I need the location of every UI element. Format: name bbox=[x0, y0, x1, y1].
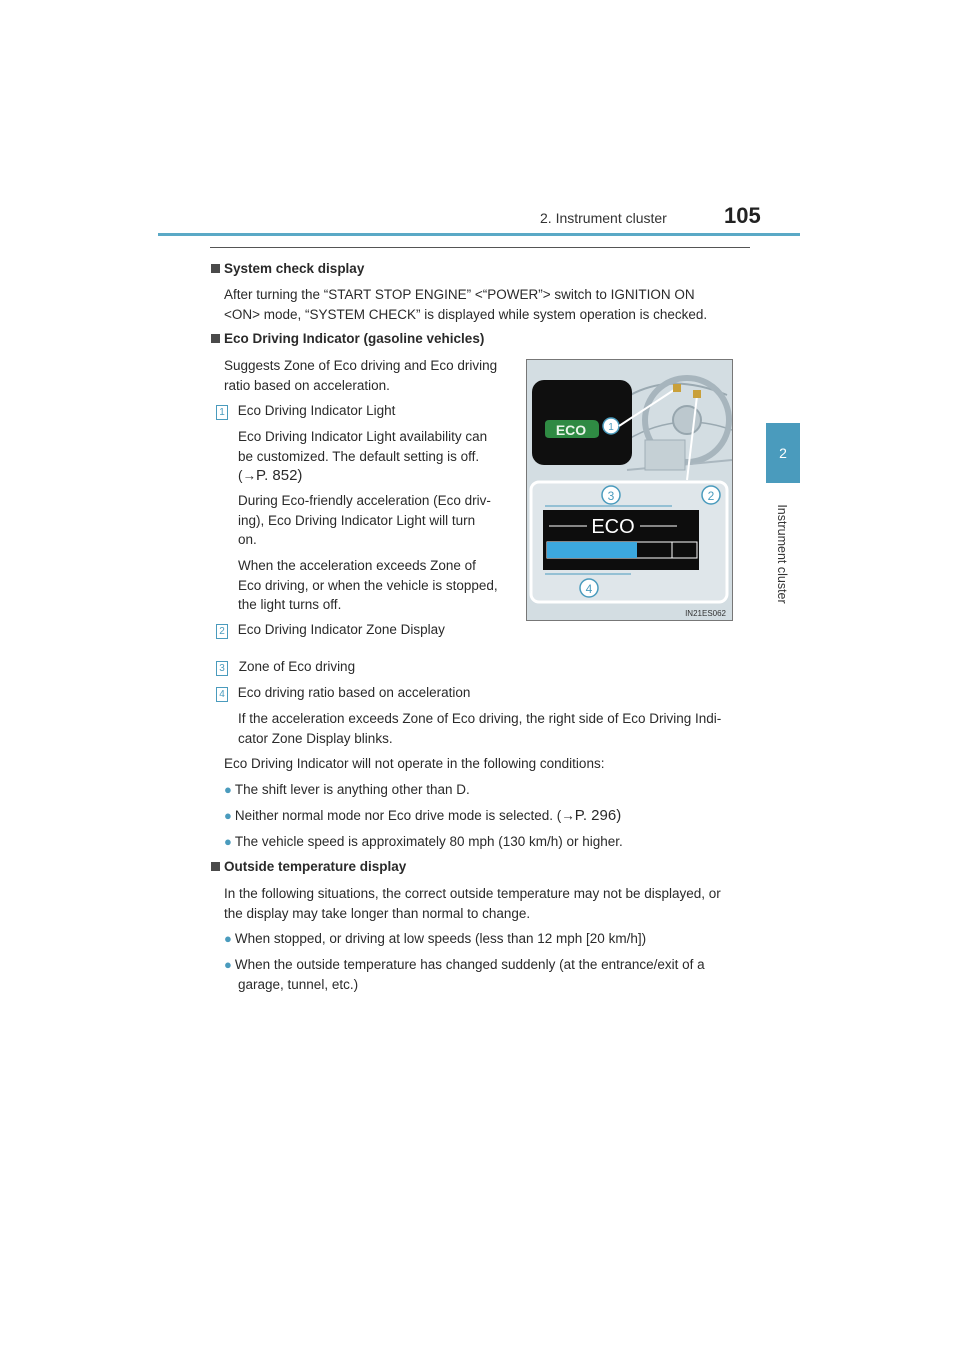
bullet-dot-icon: ● bbox=[224, 808, 232, 823]
bullet-dot-icon: ● bbox=[224, 782, 232, 797]
outside-temp-bullet: ● When stopped, or driving at low speeds (less than 12 mph [20 km/h]) bbox=[224, 931, 647, 946]
header-divider bbox=[158, 233, 800, 236]
eco-light-text: ECO bbox=[555, 422, 587, 438]
eco-item-1: 1 Eco Driving Indicator Light bbox=[216, 401, 395, 421]
outside-temp-text: In the following situations, the correct outside temperature may not be displayed, or the display may take longer than normal to change. bbox=[224, 886, 721, 921]
eco-condition-item: ● Neither normal mode nor Eco drive mode is selected. (→P. 296) bbox=[224, 807, 622, 824]
eco-condition-item: ● The vehicle speed is approximately 80 mph (130 km/h) or higher. bbox=[224, 834, 623, 849]
bullet-dot-icon: ● bbox=[224, 931, 232, 946]
ratio-bar-fill bbox=[547, 542, 637, 558]
eco-light-para-3: When the acceleration exceeds Zone of Eco driving, or when the vehicle is stopped, the light turns off. bbox=[238, 558, 498, 612]
system-check-text: After turning the “START STOP ENGINE” <“POWER”> switch to IGNITION ON <ON> mode, “SYSTEM CHECK” is displayed while system operation is checked. bbox=[224, 287, 708, 322]
callout-number-3: 3 bbox=[216, 661, 228, 676]
eco-intro-text: Suggests Zone of Eco driving and Eco driving ratio based on acceleration. bbox=[224, 358, 498, 393]
eco-light-para-1: Eco Driving Indicator Light availability can be customized. The default setting is off. (→P. 852) bbox=[238, 429, 488, 484]
chapter-side-label bbox=[762, 494, 802, 614]
square-bullet-icon bbox=[211, 264, 220, 273]
callout-4-text: 4 bbox=[585, 582, 593, 596]
eco-item-4: 4 Eco driving ratio based on acceleration bbox=[216, 683, 470, 703]
callout-1-text: 1 bbox=[608, 422, 614, 433]
figure-code: IN21ES062 bbox=[685, 609, 726, 618]
zone-eco-text: ECO bbox=[591, 516, 635, 538]
indicator-marker bbox=[673, 384, 681, 392]
callout-2-text: 2 bbox=[707, 489, 715, 503]
callout-number-4: 4 bbox=[216, 687, 228, 702]
eco-indicator-heading: Eco Driving Indicator (gasoline vehicles) bbox=[211, 331, 484, 346]
header-section-title: 2. Instrument cluster bbox=[540, 210, 667, 226]
arrow-icon: → bbox=[561, 808, 575, 823]
outside-temp-bullet: ● When the outside temperature has changed suddenly (at the entrance/exit of a garage, tunnel, etc.) bbox=[224, 957, 705, 992]
eco-conditions-intro: Eco Driving Indicator will not operate in the following conditions: bbox=[224, 756, 605, 771]
eco-indicator-figure bbox=[526, 359, 733, 621]
square-bullet-icon bbox=[211, 334, 220, 343]
chapter-side-label-text: Instrument cluster bbox=[775, 504, 789, 604]
bullet-dot-icon: ● bbox=[224, 834, 232, 849]
eco-item-3: 3 Zone of Eco driving bbox=[216, 657, 355, 677]
content-top-rule bbox=[210, 247, 750, 248]
chapter-tab: 2 bbox=[766, 423, 800, 483]
system-check-heading: System check display bbox=[211, 261, 364, 276]
dashboard-illustration bbox=[527, 360, 732, 620]
square-bullet-icon bbox=[211, 862, 220, 871]
callout-number-2: 2 bbox=[216, 624, 228, 639]
eco-condition-item: ● The shift lever is anything other than D. bbox=[224, 782, 470, 797]
indicator-marker bbox=[693, 390, 701, 398]
bullet-dot-icon: ● bbox=[224, 957, 232, 972]
eco-item-2: 2 Eco Driving Indicator Zone Display bbox=[216, 620, 445, 640]
outside-temp-heading: Outside temperature display bbox=[211, 859, 406, 874]
arrow-icon: → bbox=[242, 468, 256, 483]
eco-light-para-2: During Eco-friendly acceleration (Eco driv- ing), Eco Driving Indicator Light will turn on. bbox=[238, 493, 491, 547]
eco-ratio-text: If the acceleration exceeds Zone of Eco driving, the right side of Eco Driving Indi- cator Zone Display blinks. bbox=[238, 711, 722, 746]
callout-3-text: 3 bbox=[607, 489, 615, 503]
callout-number-1: 1 bbox=[216, 405, 228, 420]
page-number: 105 bbox=[724, 203, 761, 228]
